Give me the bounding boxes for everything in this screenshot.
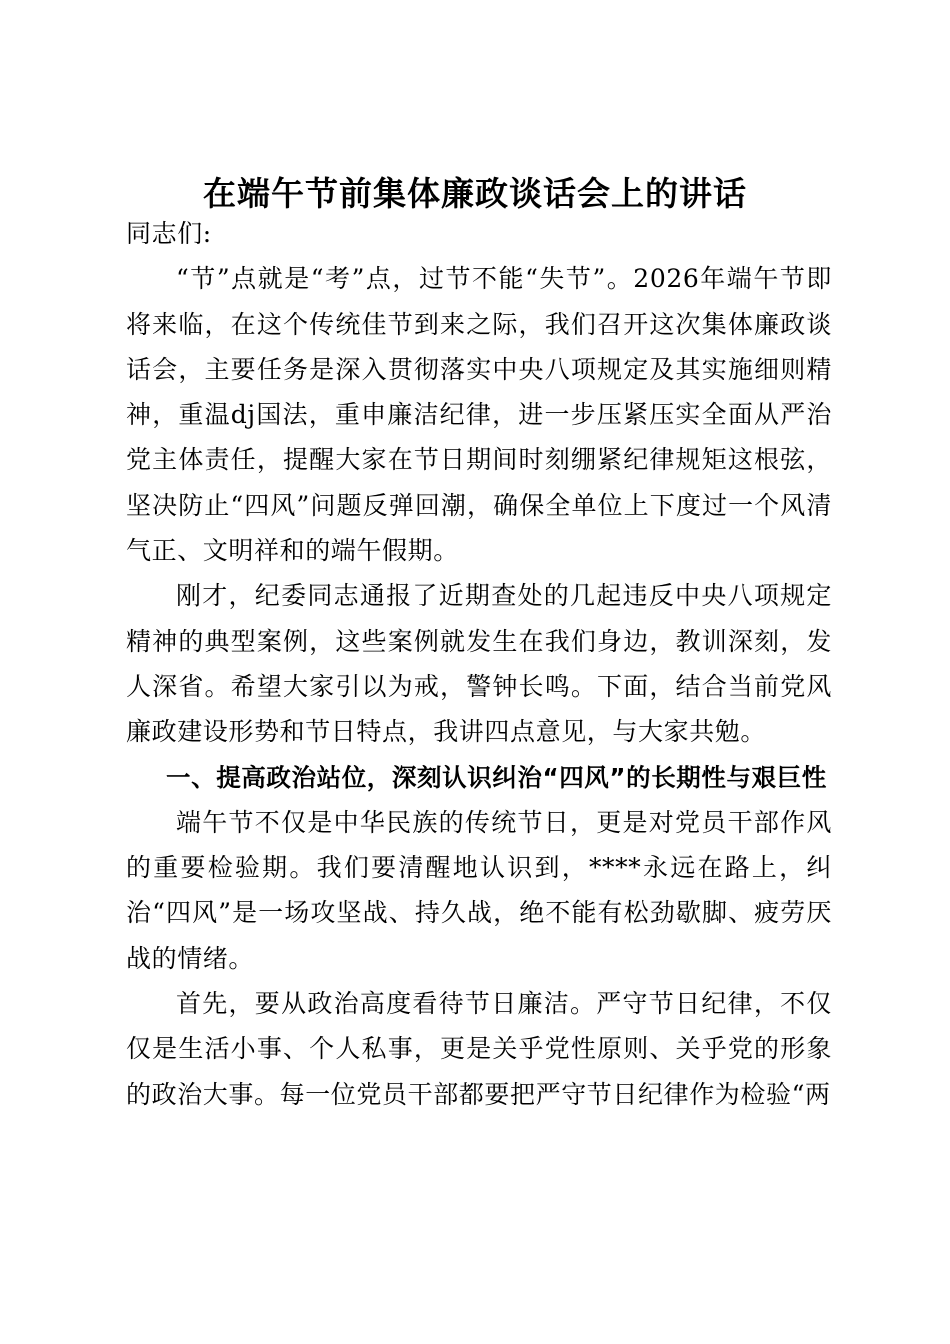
salutation: 同志们: (126, 219, 212, 248)
document-body (126, 211, 832, 1117)
intro-paragraph: 刚才，纪委同志通报了近期查处的几起违反中央八项规定精神的典型案例，这些案例就发生在我们身边，教训深刻，发人深省。希望大家引以为戒，警钟长鸣。下面，结合当前党风廉政建设形势和节日特点，我讲四点意见，与大家共勉。 (126, 581, 832, 747)
section-paragraph: 首先，要从政治高度看待节日廉洁。严守节日纪律，不仅仅是生活小事、个人私事，更是关乎党性原则、关乎党的形象的政治大事。每一位党员干部都要把严守节日纪律作为检验“两 (126, 989, 832, 1109)
section-paragraph: 端午节不仅是中华民族的传统节日，更是对党员干部作风的重要检验期。我们要清醒地认识到，****永远在路上，纠治“四风”是一场攻坚战、持久战，绝不能有松劲歇脚、疲劳厌战的情绪。 (126, 807, 832, 973)
document-title: 在端午节前集体廉政谈话会上的讲话 (203, 174, 747, 213)
intro-paragraph: “节”点就是“考”点，过节不能“失节”。2026年端午节即将来临，在这个传统佳节到来之际，我们召开这次集体廉政谈话会，主要任务是深入贯彻落实中央八项规定及其实施细则精神，重温dj国法，重申廉洁纪律，进一步压紧压实全面从严治党主体责任，提醒大家在节日期间时刻绷紧纪律规矩这根弦，坚决防止“四风”问题反弹回潮，确保全单位上下度过一个风清气正、文明祥和的端午假期。 (126, 264, 832, 566)
section-heading: 一、提高政治站位，深刻认识纠治“四风”的长期性与艰巨性 (166, 762, 827, 792)
